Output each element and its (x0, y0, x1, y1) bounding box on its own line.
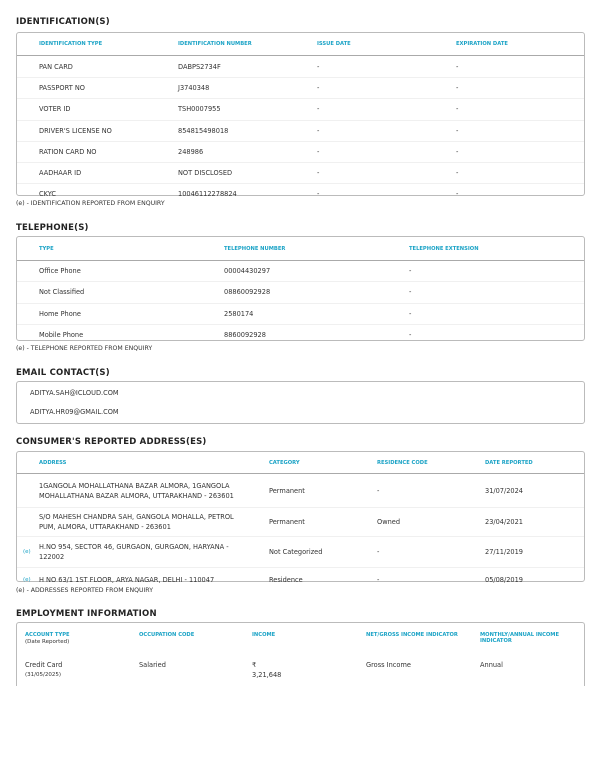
header-net-gross: NET/GROSS INCOME INDICATOR (366, 632, 458, 638)
table-cell: - (317, 169, 320, 178)
enquiry-marker: (e) (23, 577, 31, 583)
table-cell: - (409, 331, 412, 340)
table-cell: - (456, 147, 459, 156)
table-cell: 1GANGOLA MOHALLATHANA BAZAR ALMORA, 1GANGOLA MOHALLATHANA BAZAR ALMORA, UTTARAKHAND - 263601 (39, 481, 234, 500)
date-reported: (31/05/2025) (25, 672, 61, 678)
table-row (17, 142, 584, 163)
table-cell: TSH0007955 (178, 105, 221, 114)
table-cell: NOT DISCLOSED (178, 169, 233, 178)
table-cell: Permanent (269, 518, 305, 526)
column-header: RESIDENCE CODE (377, 459, 428, 466)
email-address: ADITYA.SAH@ICLOUD.COM (30, 389, 119, 397)
table-cell: 854815498018 (178, 126, 229, 135)
table-cell: 31/07/2024 (485, 486, 524, 495)
occupation: Salaried (139, 661, 166, 669)
table-row (17, 325, 584, 345)
table-cell: - (456, 169, 459, 178)
table-row (17, 282, 584, 303)
table-row (17, 78, 584, 99)
table-cell: - (317, 190, 320, 199)
table-header (17, 452, 584, 474)
table-cell: 8860092928 (224, 331, 266, 340)
email-table (16, 381, 585, 424)
column-header: TELEPHONE EXTENSION (409, 245, 479, 252)
table-header (17, 237, 584, 261)
table-cell: AADHAAR ID (39, 169, 82, 178)
table-row (17, 57, 584, 78)
table-cell: 05/08/2019 (485, 576, 524, 584)
column-header: IDENTIFICATION NUMBER (178, 41, 252, 47)
table-cell: - (377, 486, 380, 495)
column-header: ISSUE DATE (317, 41, 351, 47)
income: 3,21,648 (252, 671, 282, 679)
table-row (17, 304, 584, 325)
identification-note: (e) - IDENTIFICATION REPORTED FROM ENQUIRY (16, 200, 165, 207)
column-header: IDENTIFICATION TYPE (39, 41, 103, 47)
column-header: TYPE (39, 245, 54, 252)
net-gross: Gross Income (366, 661, 411, 669)
table-cell: - (409, 288, 412, 297)
identification-title: IDENTIFICATION(S) (16, 17, 110, 27)
table-row (17, 99, 584, 120)
table-cell: PASSPORT NO (39, 84, 85, 93)
table-cell: - (456, 63, 459, 72)
column-header: TELEPHONE NUMBER (224, 245, 286, 252)
table-row (17, 508, 584, 537)
column-header: CATEGORY (269, 459, 300, 466)
table-cell: Owned (377, 518, 401, 526)
table-cell: Home Phone (39, 309, 81, 318)
currency-symbol: ₹ (252, 661, 257, 669)
header-sub: (Date Reported) (25, 639, 70, 645)
enquiry-marker: (e) (23, 549, 31, 555)
table-cell: Office Phone (39, 267, 81, 276)
column-header: DATE REPORTED (485, 459, 533, 466)
address-table (16, 451, 585, 582)
table-cell: - (409, 309, 412, 318)
table-cell: H.NO 954, SECTOR 46, GURGAON, GURGAON, HARYANA - 122002 (39, 543, 229, 561)
table-cell: 08860092928 (224, 288, 271, 297)
table-cell: Residence (269, 576, 303, 584)
table-cell: - (317, 105, 320, 114)
table-row (17, 474, 584, 508)
table-row (17, 163, 584, 184)
table-cell: 2580174 (224, 309, 254, 318)
employment-title: EMPLOYMENT INFORMATION (16, 609, 157, 619)
table-cell: 23/04/2021 (485, 518, 524, 526)
table-cell: - (456, 84, 459, 93)
employment-table (16, 622, 585, 686)
table-row (17, 261, 584, 282)
table-cell: DRIVER'S LICENSE NO (39, 126, 112, 135)
table-cell: - (317, 147, 320, 156)
table-row (17, 121, 584, 142)
table-header (17, 33, 584, 56)
email-title: EMAIL CONTACT(S) (16, 368, 110, 378)
header-income: INCOME (252, 632, 276, 638)
table-cell: VOTER ID (39, 105, 71, 114)
header-occupation: OCCUPATION CODE (139, 632, 195, 638)
table-cell: 27/11/2019 (485, 548, 524, 556)
table-cell: - (456, 190, 459, 199)
monthly-annual: Annual (480, 661, 503, 669)
table-cell: Not Categorized (269, 548, 323, 556)
table-row (17, 537, 584, 568)
table-cell: RATION CARD NO (39, 147, 97, 156)
table-cell: - (456, 105, 459, 114)
telephone-table (16, 236, 585, 341)
table-cell: - (317, 84, 320, 93)
table-cell: - (317, 126, 320, 135)
table-cell: - (456, 126, 459, 135)
telephone-title: TELEPHONE(S) (16, 223, 89, 233)
table-cell: DABPS2734F (178, 63, 221, 72)
column-header: EXPIRATION DATE (456, 41, 508, 47)
identification-table (16, 32, 585, 199)
header-monthly-annual: MONTHLY/ANNUAL INCOME INDICATOR (480, 632, 560, 644)
table-cell: - (409, 267, 412, 276)
table-cell: PAN CARD (39, 63, 73, 72)
column-header: ADDRESS (39, 459, 67, 466)
header-account-type (25, 632, 139, 650)
header-label: ACCOUNT TYPE (25, 632, 70, 638)
table-cell: 10046112278824 (178, 190, 237, 199)
telephone-note: (e) - TELEPHONE REPORTED FROM ENQUIRY (16, 345, 153, 352)
table-cell: 00004430297 (224, 267, 271, 276)
address-title: CONSUMER'S REPORTED ADDRESS(ES) (16, 437, 207, 447)
table-cell: 248986 (178, 147, 204, 156)
table-cell: H NO 63/1 1ST FLOOR, ARYA NAGAR, DELHI - 110047 (39, 576, 215, 584)
table-cell: Not Classified (39, 288, 85, 297)
table-cell: - (377, 548, 380, 556)
table-cell: J3740348 (178, 84, 210, 93)
table-cell: - (377, 576, 380, 584)
table-cell: S/O MAHESH CHANDRA SAH, GANGOLA MOHALLA, PETROL PUM, ALMORA, UTTARAKHAND - 263601 (39, 513, 234, 531)
address-note: (e) - ADDRESSES REPORTED FROM ENQUIRY (16, 587, 153, 594)
email-address: ADITYA.HR09@GMAIL.COM (30, 408, 119, 416)
table-cell: Permanent (269, 486, 305, 495)
table-cell: CKYC (39, 190, 56, 199)
table-cell: - (317, 63, 320, 72)
account-type: Credit Card (25, 661, 63, 669)
employment-row (17, 650, 584, 680)
table-cell: Mobile Phone (39, 331, 84, 340)
